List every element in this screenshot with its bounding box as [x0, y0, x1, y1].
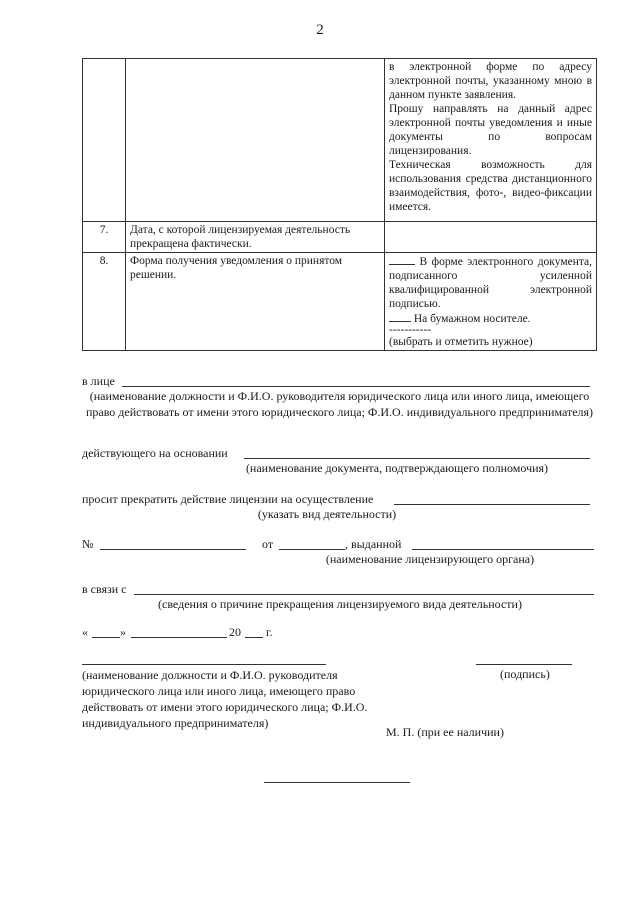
date-close-quote: » — [120, 625, 126, 639]
row-7-number: 7. — [83, 222, 126, 253]
row-8-value-cell — [385, 253, 597, 351]
request-caption: (указать вид деятельности) — [257, 507, 397, 521]
basis-caption: (наименование документа, подтверждающего полномочия) — [245, 461, 549, 475]
option-dashes: ----------- — [389, 324, 432, 336]
basis-field-line[interactable] — [244, 458, 590, 459]
date-year-line[interactable] — [245, 637, 263, 638]
date-month-line[interactable] — [131, 637, 227, 638]
reason-field-line[interactable] — [134, 594, 594, 595]
row-8-label: Форма получения уведомления о принятом решении. — [126, 253, 385, 351]
in-person-caption: (наименование должности и Ф.И.О. руководителя юридического лица или иного лица, имеющего право действовать от имени этого юридического лица; Ф.И.О. индивидуального предпринимателя) — [85, 389, 594, 419]
application-table — [82, 58, 597, 351]
reason-label: в связи с — [82, 582, 127, 596]
row-6-number-cell — [83, 59, 126, 222]
date-year-suffix: г. — [266, 625, 273, 639]
basis-label: действующего на основании — [82, 446, 228, 460]
page-number: 2 — [316, 22, 324, 38]
row-7-label: Дата, с которой лицензируемая деятельность прекращена фактически. — [126, 222, 385, 253]
row-6-request-paragraph: Прошу направлять на данный адрес электронной почты уведомления и иные документы по вопросам лицензирования. — [389, 103, 592, 157]
row-6-label-cell — [126, 59, 385, 222]
reason-caption: (сведения о причине прекращения лицензируемого вида деятельности) — [158, 597, 522, 611]
table-row-7 — [83, 222, 597, 253]
request-label: просит прекратить действие лицензии на осуществление — [82, 492, 374, 506]
closing-separator-line — [264, 782, 410, 783]
option-electronic — [389, 254, 592, 311]
option-electronic-text: В форме электронного документа, подписанного усиленной квалифицированной электронной подписью. — [389, 256, 593, 310]
row-7-value-cell[interactable] — [385, 222, 597, 253]
date-open-quote: « — [82, 625, 88, 639]
choose-note: (выбрать и отметить нужное) — [389, 336, 533, 348]
position-name-line[interactable] — [82, 664, 326, 665]
request-field-line[interactable] — [394, 504, 590, 505]
in-person-field-line[interactable] — [122, 386, 590, 387]
option-paper-checkmark-line[interactable] — [389, 311, 411, 322]
row-6-value-cell — [385, 59, 597, 222]
date-day-line[interactable] — [92, 637, 120, 638]
issued-by-line[interactable] — [412, 549, 594, 550]
issued-label: , выданной — [345, 537, 402, 551]
signature-line[interactable] — [476, 664, 572, 665]
row-8-number: 8. — [83, 253, 126, 351]
table-row-8 — [83, 253, 597, 351]
row-6-technical-paragraph: Техническая возможность для использования средства дистанционного взаимодействия, фото-, видео-фиксации имеется. — [389, 159, 592, 213]
from-label: от — [262, 537, 274, 551]
license-number-line[interactable] — [100, 549, 246, 550]
signature-caption: (подпись) — [500, 667, 550, 681]
license-date-line[interactable] — [279, 549, 345, 550]
in-person-label: в лице — [82, 374, 115, 388]
row-6-email-paragraph: в электронной форме по адресу электронной почты, указанному мною в данном пункте заявления. — [389, 61, 592, 101]
issued-caption: (наименование лицензирующего органа) — [325, 552, 535, 566]
table-row-6-continued — [83, 59, 597, 222]
position-caption: (наименование должности и Ф.И.О. руководителя юридического лица или иного лица, имеющего право действовать от имени этого юридического лица; Ф.И.О. индивидуального предпринимателя) — [82, 668, 368, 730]
date-year-prefix: 20 — [229, 625, 241, 639]
stamp-caption: М. П. (при ее наличии) — [386, 725, 504, 739]
option-paper-text: На бумажном носителе. — [413, 313, 531, 325]
number-label: № — [82, 537, 94, 551]
option-electronic-checkmark-line[interactable] — [389, 254, 415, 265]
